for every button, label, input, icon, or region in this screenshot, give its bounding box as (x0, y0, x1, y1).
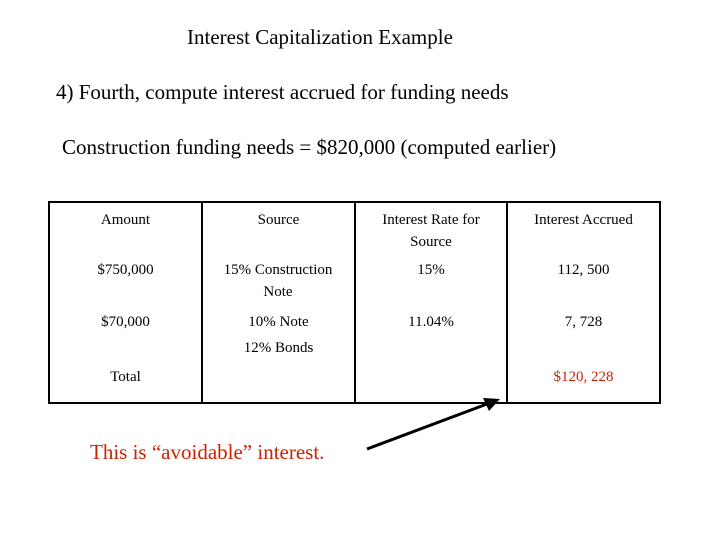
arrow-line (367, 404, 487, 449)
step-text: 4) Fourth, compute interest accrued for funding needs (56, 80, 509, 104)
row1-rate: 15% (417, 262, 445, 278)
header-source: Source (257, 212, 300, 228)
header-interest-rate: Interest Rate for Source (382, 212, 480, 250)
row2-source-bonds: 12% Bonds (243, 340, 314, 356)
header-interest-accrued: Interest Accrued (534, 212, 633, 228)
row2-accrued: 7, 728 (564, 314, 603, 330)
row1-source: 15% Construction Note (223, 262, 333, 300)
row2-source: 10% Note (248, 314, 309, 330)
row1-accrued: 112, 500 (557, 262, 610, 278)
total-label: Total (110, 369, 141, 385)
row2-amount: $70,000 (101, 314, 150, 330)
header-amount: Amount (100, 212, 151, 228)
total-value: $120, 228 (553, 369, 614, 385)
slide-title: Interest Capitalization Example (187, 25, 453, 49)
funding-needs-text: Construction funding needs = $820,000 (computed earlier) (62, 135, 557, 159)
avoidable-interest-note: This is “avoidable” interest. (90, 440, 325, 464)
row1-amount: $750,000 (97, 262, 154, 278)
row2-rate: 11.04% (408, 314, 454, 330)
